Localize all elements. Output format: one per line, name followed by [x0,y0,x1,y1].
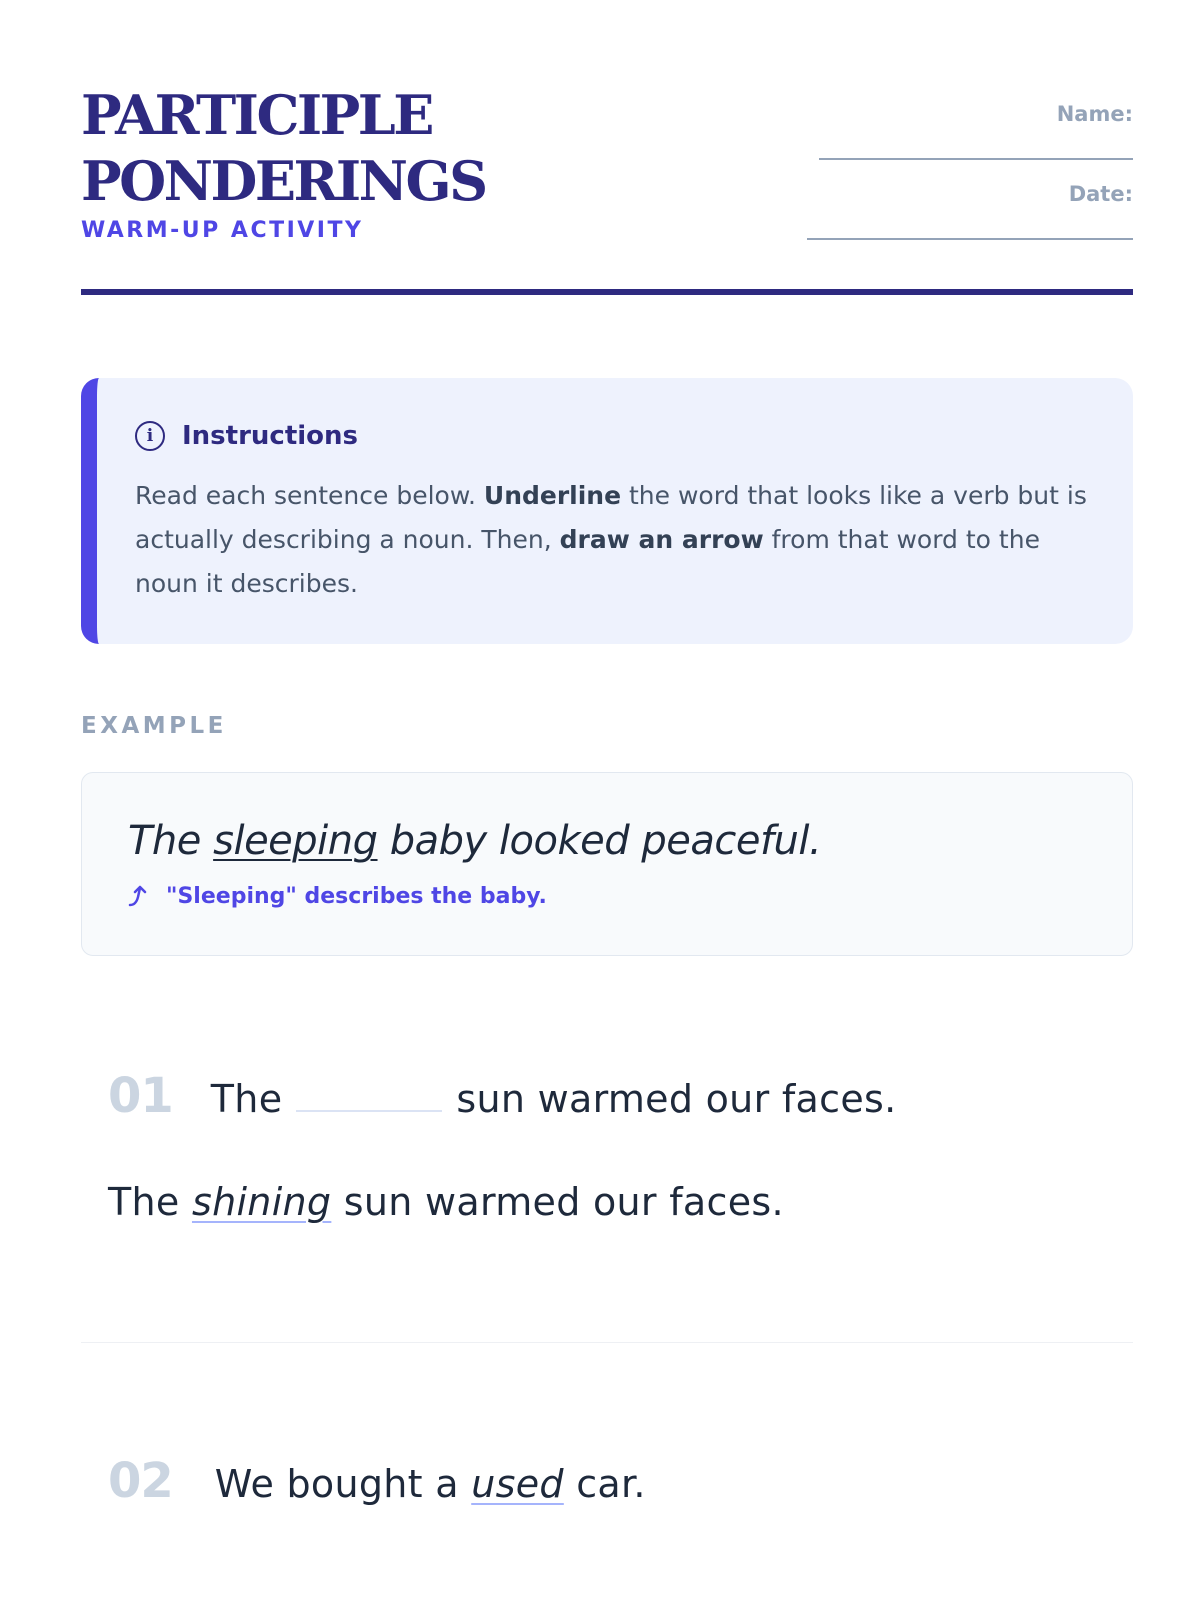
question-number: 01 [108,1068,173,1124]
example-card [81,772,1133,956]
name-label: Name: [1056,102,1133,126]
name-field [1057,102,1133,126]
question-text-after: sun warmed our faces. [456,1077,897,1121]
instructions-text [135,474,1095,606]
question-participle: used [471,1462,564,1506]
instructions-part-1: Read each sentence below. [135,481,484,510]
question-text-after: car. [563,1462,646,1506]
instructions-part-2: the word that looks like a verb but is actually describing a noun. Then, [135,481,1087,554]
example-note [126,883,547,909]
question-1 [108,1068,896,1124]
instructions-header [135,421,358,451]
answer-participle: shining [191,1180,332,1224]
worksheet-header [81,82,1133,297]
title-line-1: PARTICIPLE [81,83,432,147]
question-text-before: We bought a [214,1462,472,1506]
answer-blank[interactable] [296,1078,442,1112]
question-2 [108,1453,646,1509]
instructions-bold-1: Underline [483,481,622,510]
page-subtitle: WARM-UP ACTIVITY [81,218,364,243]
example-label: EXAMPLE [81,713,227,739]
example-participle: sleeping [213,818,378,864]
question-text-before: The [210,1077,283,1121]
instructions-bold-2: draw an arrow [559,525,764,554]
answer-before: The [108,1180,192,1224]
example-sentence [128,818,821,864]
question-number: 02 [108,1453,173,1509]
curved-arrow-up-icon [126,883,152,909]
question-divider [81,1342,1133,1343]
example-sentence-after: baby looked peaceful. [377,818,822,864]
question-text [215,1462,646,1506]
date-line [807,238,1133,240]
answer-after: sun warmed our faces. [331,1180,784,1224]
info-icon: i [135,421,165,451]
date-label: Date: [1068,182,1133,206]
title-line-2: PONDERINGS [81,149,486,213]
example-note-text: "Sleeping" describes the baby. [166,883,547,909]
instructions-title: Instructions [182,421,359,451]
page-title [81,82,1133,214]
date-field [1069,182,1133,206]
name-line [819,158,1133,160]
instructions-panel [81,378,1133,644]
header-divider [81,289,1133,295]
question-1-answer [108,1180,784,1224]
example-sentence-before: The [128,818,214,864]
instructions-part-3: from that word to the noun it describes. [135,525,1040,598]
